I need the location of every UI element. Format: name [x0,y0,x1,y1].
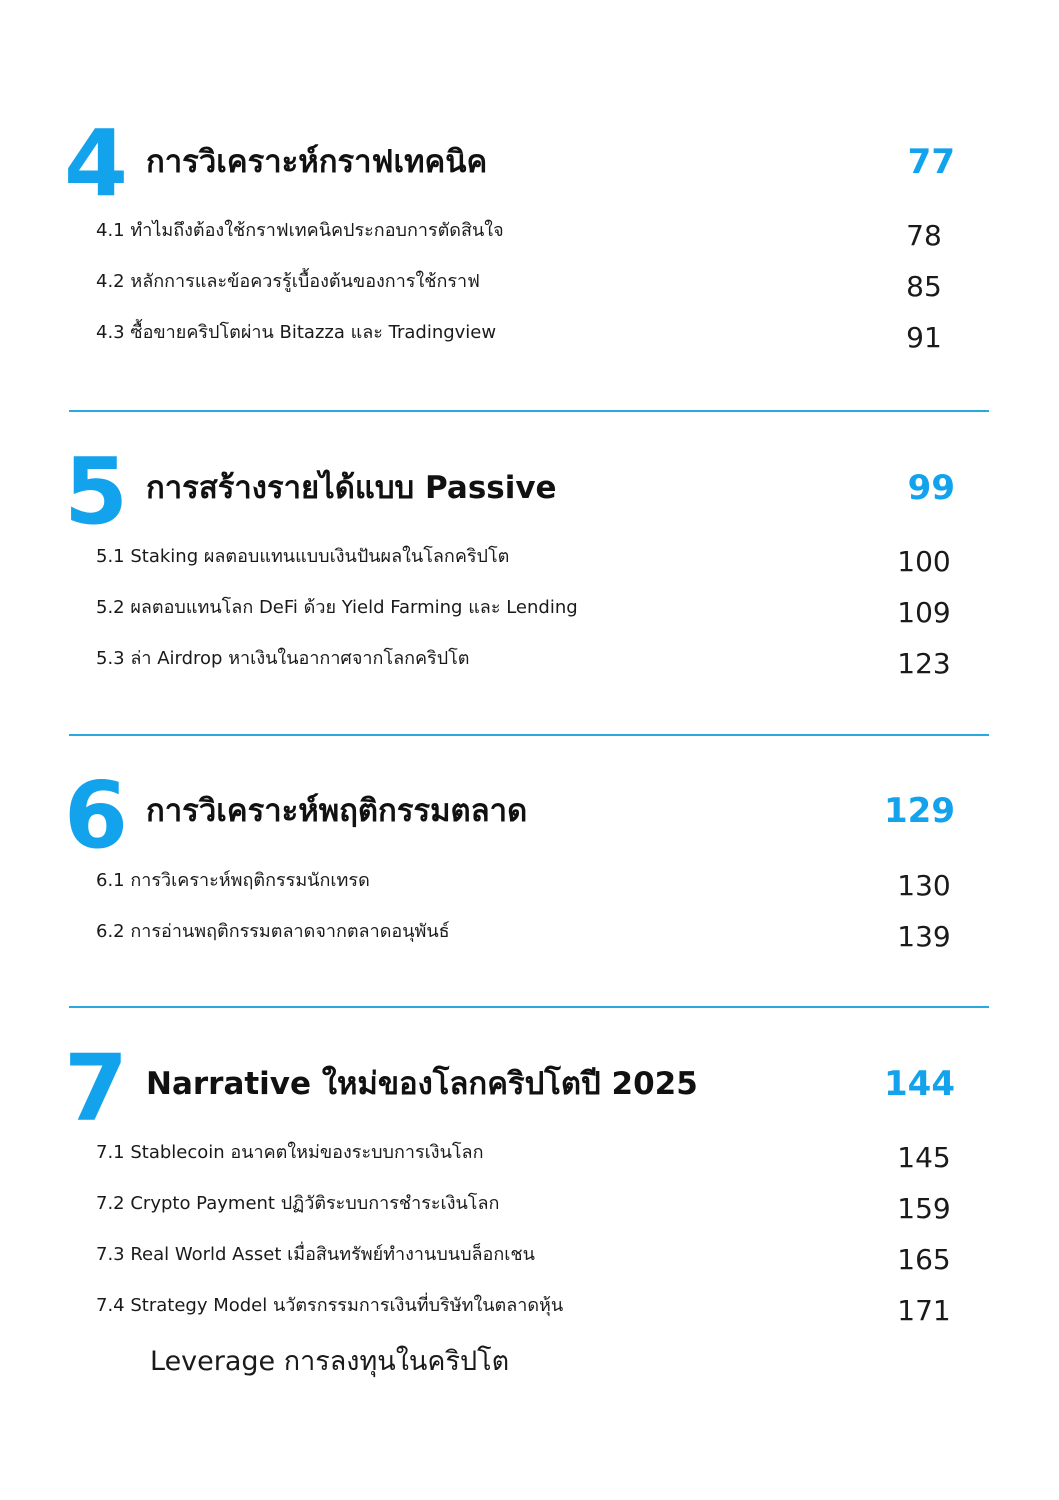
toc-entry-continuation[interactable]: Leverage การลงทุนในคริปโต [150,1346,510,1377]
toc-entry-page[interactable]: 100 [897,545,951,578]
toc-entry[interactable]: 7.3 Real World Asset เมื่อสินทรัพย์ทำงานบนบล็อกเชน [96,1244,535,1265]
toc-entry[interactable]: 5.2 ผลตอบแทนโลก DeFi ด้วย Yield Farming และ Lending [96,597,578,618]
section-divider [69,734,989,736]
chapter-number: 7 [64,1035,127,1142]
toc-entry-page[interactable]: 171 [897,1294,951,1327]
toc-entry[interactable]: 7.2 Crypto Payment ปฏิวัติระบบการชำระเงินโลก [96,1193,500,1214]
toc-entry[interactable]: 5.3 ล่า Airdrop หาเงินในอากาศจากโลกคริปโต [96,648,470,669]
toc-entry-page[interactable]: 145 [897,1141,951,1174]
toc-entry-page[interactable]: 91 [906,321,942,354]
section-divider [69,1006,989,1008]
toc-entry-page[interactable]: 130 [897,869,951,902]
chapter-title[interactable]: การวิเคราะห์กราฟเทคนิค [146,144,488,180]
chapter-number: 6 [64,762,127,869]
chapter-title[interactable]: การสร้างรายได้แบบ Passive [146,470,557,506]
chapter-number: 5 [64,438,127,545]
toc-entry-page[interactable]: 78 [906,219,942,252]
chapter-page-number[interactable]: 99 [907,468,955,508]
toc-entry[interactable]: 6.1 การวิเคราะห์พฤติกรรมนักเทรด [96,870,370,891]
toc-entry-page[interactable]: 85 [906,270,942,303]
toc-entry-page[interactable]: 109 [897,596,951,629]
toc-entry[interactable]: 7.1 Stablecoin อนาคตใหม่ของระบบการเงินโลก [96,1142,484,1163]
toc-entry-page[interactable]: 123 [897,647,951,680]
toc-entry[interactable]: 5.1 Staking ผลตอบแทนแบบเงินปันผลในโลกคริปโต [96,546,510,567]
toc-entry[interactable]: 7.4 Strategy Model นวัตรกรรมการเงินที่บริษัทในตลาดหุ้น [96,1295,564,1316]
chapter-page-number[interactable]: 77 [907,142,955,182]
toc-entry[interactable]: 4.1 ทำไมถึงต้องใช้กราฟเทคนิคประกอบการตัดสินใจ [96,220,504,241]
chapter-number: 4 [64,110,127,217]
chapter-page-number[interactable]: 144 [884,1064,955,1104]
toc-entry-page[interactable]: 159 [897,1192,951,1225]
toc-entry[interactable]: 4.2 หลักการและข้อควรรู้เบื้องต้นของการใช้กราฟ [96,271,480,292]
toc-entry[interactable]: 6.2 การอ่านพฤติกรรมตลาดจากตลาดอนุพันธ์ [96,921,450,942]
toc-entry[interactable]: 4.3 ซื้อขายคริปโตผ่าน Bitazza และ Tradingview [96,322,497,343]
section-divider [69,410,989,412]
toc-entry-page[interactable]: 165 [897,1243,951,1276]
chapter-title[interactable]: Narrative ใหม่ของโลกคริปโตปี 2025 [146,1066,698,1102]
toc-entry-page[interactable]: 139 [897,920,951,953]
chapter-title[interactable]: การวิเคราะห์พฤติกรรมตลาด [146,793,528,829]
chapter-page-number[interactable]: 129 [884,791,955,831]
